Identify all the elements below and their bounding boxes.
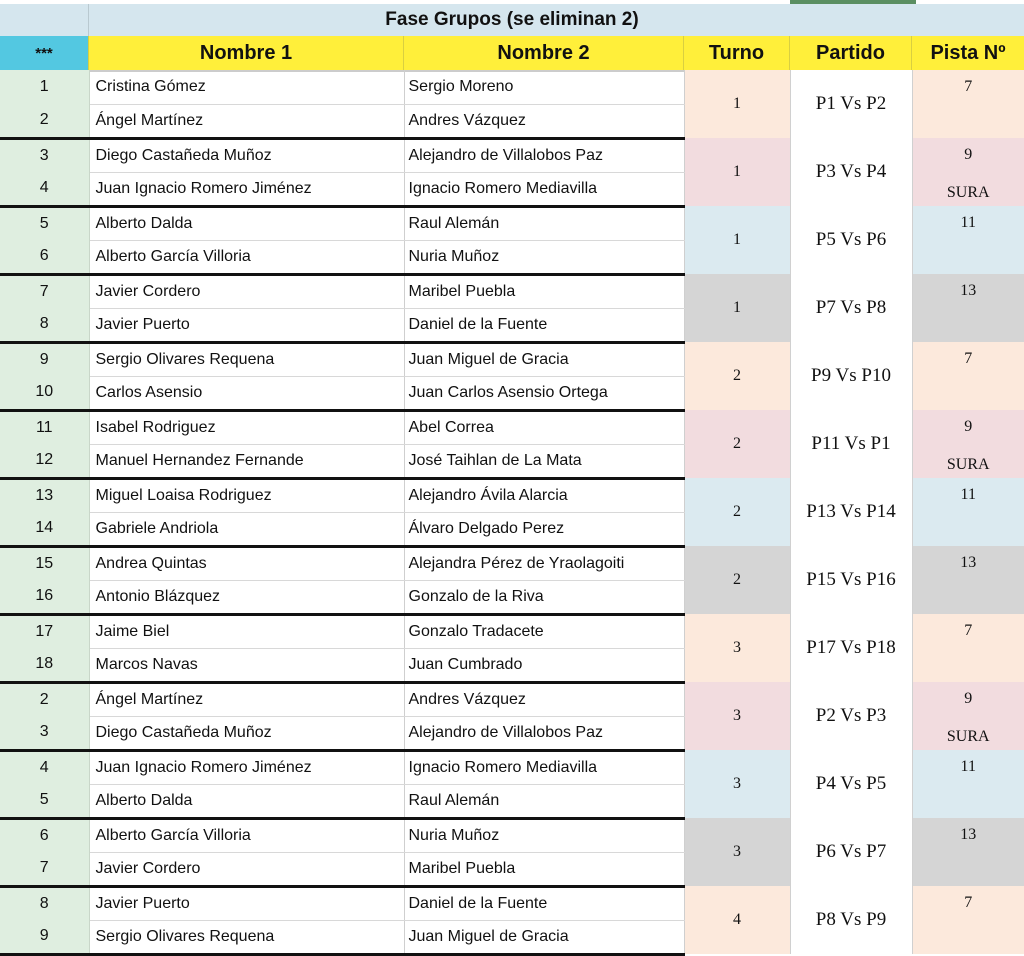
- player-number-cell[interactable]: 15: [0, 546, 89, 580]
- name2-cell[interactable]: Juan Miguel de Gracia: [404, 342, 684, 376]
- court-note: SURA: [913, 184, 1024, 202]
- table-row: [0, 546, 1024, 580]
- court-number: 7: [913, 350, 1024, 368]
- player-number-cell[interactable]: 6: [0, 818, 89, 852]
- turn-cell[interactable]: 3: [684, 750, 790, 818]
- table-row: [0, 410, 1024, 444]
- turn-cell[interactable]: 3: [684, 682, 790, 750]
- player-number-cell[interactable]: 17: [0, 614, 89, 648]
- match-cell[interactable]: P5 Vs P6: [790, 206, 912, 274]
- name2-cell[interactable]: Juan Carlos Asensio Ortega: [404, 376, 684, 410]
- name1-cell[interactable]: Manuel Hernandez Fernande: [89, 444, 404, 478]
- court-cell[interactable]: [912, 750, 1024, 818]
- court-cell[interactable]: [912, 546, 1024, 614]
- match-cell[interactable]: P9 Vs P10: [790, 342, 912, 410]
- name2-cell[interactable]: Andres Vázquez: [404, 104, 684, 138]
- name1-cell[interactable]: Javier Cordero: [89, 852, 404, 886]
- court-number: 7: [913, 78, 1024, 96]
- name1-cell[interactable]: Juan Ignacio Romero Jiménez: [89, 172, 404, 206]
- court-number: 13: [913, 554, 1024, 572]
- match-cell[interactable]: P6 Vs P7: [790, 818, 912, 886]
- player-number-cell[interactable]: 8: [0, 886, 89, 920]
- turn-cell[interactable]: 1: [684, 70, 790, 138]
- court-number: 11: [913, 486, 1024, 504]
- name1-cell[interactable]: Javier Puerto: [89, 886, 404, 920]
- turn-cell[interactable]: 3: [684, 614, 790, 682]
- name2-cell[interactable]: José Taihlan de La Mata: [404, 444, 684, 478]
- match-cell[interactable]: P15 Vs P16: [790, 546, 912, 614]
- page-title: Fase Grupos (se eliminan 2): [385, 9, 638, 31]
- match-cell[interactable]: P1 Vs P2: [790, 70, 912, 138]
- table-row: [0, 70, 1024, 104]
- name1-cell[interactable]: Javier Puerto: [89, 308, 404, 342]
- header-row: [0, 36, 1024, 72]
- name1-cell[interactable]: Antonio Blázquez: [89, 580, 404, 614]
- turn-cell[interactable]: 2: [684, 546, 790, 614]
- table-row: [0, 342, 1024, 376]
- court-cell[interactable]: [912, 206, 1024, 274]
- player-number-cell[interactable]: 2: [0, 104, 89, 138]
- header-name2[interactable]: Nombre 2: [404, 36, 684, 70]
- name2-cell[interactable]: Sergio Moreno: [404, 70, 684, 104]
- player-number-cell[interactable]: 2: [0, 682, 89, 716]
- table-row: [0, 886, 1024, 920]
- name1-cell[interactable]: Alberto Dalda: [89, 784, 404, 818]
- name1-cell[interactable]: Marcos Navas: [89, 648, 404, 682]
- court-cell[interactable]: [912, 138, 1024, 206]
- name2-cell[interactable]: Alejandro de Villalobos Paz: [404, 716, 684, 750]
- turn-cell[interactable]: 1: [684, 206, 790, 274]
- name1-cell[interactable]: Diego Castañeda Muñoz: [89, 716, 404, 750]
- court-cell[interactable]: [912, 274, 1024, 342]
- groups-table: [0, 70, 1024, 956]
- name1-cell[interactable]: Gabriele Andriola: [89, 512, 404, 546]
- turn-cell[interactable]: 4: [684, 886, 790, 954]
- name2-cell[interactable]: Juan Cumbrado: [404, 648, 684, 682]
- table-row: [0, 818, 1024, 852]
- match-cell[interactable]: P17 Vs P18: [790, 614, 912, 682]
- court-number: 7: [913, 894, 1024, 912]
- name2-cell[interactable]: Nuria Muñoz: [404, 818, 684, 852]
- turn-cell[interactable]: 3: [684, 818, 790, 886]
- name2-cell[interactable]: Daniel de la Fuente: [404, 886, 684, 920]
- court-cell[interactable]: [912, 70, 1024, 138]
- name1-cell[interactable]: Miguel Loaisa Rodriguez: [89, 478, 404, 512]
- player-number-cell[interactable]: 6: [0, 240, 89, 274]
- match-cell[interactable]: P11 Vs P1: [790, 410, 912, 478]
- name2-cell[interactable]: Nuria Muñoz: [404, 240, 684, 274]
- court-note: SURA: [913, 456, 1024, 474]
- name2-cell[interactable]: Alejandro de Villalobos Paz: [404, 138, 684, 172]
- court-number: 9: [913, 418, 1024, 436]
- name1-cell[interactable]: Javier Cordero: [89, 274, 404, 308]
- name1-cell[interactable]: Carlos Asensio: [89, 376, 404, 410]
- name2-cell[interactable]: Andres Vázquez: [404, 682, 684, 716]
- table-row: [0, 682, 1024, 716]
- court-cell[interactable]: [912, 342, 1024, 410]
- court-cell[interactable]: [912, 410, 1024, 478]
- name2-cell[interactable]: Ignacio Romero Mediavilla: [404, 172, 684, 206]
- turn-cell[interactable]: 1: [684, 138, 790, 206]
- player-number-cell[interactable]: 3: [0, 716, 89, 750]
- player-number-cell[interactable]: 11: [0, 410, 89, 444]
- match-cell[interactable]: P4 Vs P5: [790, 750, 912, 818]
- name1-cell[interactable]: Alberto Dalda: [89, 206, 404, 240]
- header-name1[interactable]: Nombre 1: [89, 36, 404, 70]
- match-cell[interactable]: P13 Vs P14: [790, 478, 912, 546]
- court-cell[interactable]: [912, 818, 1024, 886]
- player-number-cell[interactable]: 18: [0, 648, 89, 682]
- name1-cell[interactable]: Isabel Rodriguez: [89, 410, 404, 444]
- name1-cell[interactable]: Andrea Quintas: [89, 546, 404, 580]
- name2-cell[interactable]: Raul Alemán: [404, 206, 684, 240]
- court-number: 11: [913, 214, 1024, 232]
- name1-cell[interactable]: Juan Ignacio Romero Jiménez: [89, 750, 404, 784]
- match-cell[interactable]: P8 Vs P9: [790, 886, 912, 954]
- groups-table-body: [0, 70, 1024, 954]
- name2-cell[interactable]: Raul Alemán: [404, 784, 684, 818]
- name1-cell[interactable]: Ángel Martínez: [89, 682, 404, 716]
- player-number-cell[interactable]: 3: [0, 138, 89, 172]
- turn-cell[interactable]: 2: [684, 478, 790, 546]
- header-num[interactable]: ***: [0, 36, 89, 70]
- court-number: 11: [913, 758, 1024, 776]
- court-cell[interactable]: [912, 886, 1024, 954]
- player-number-cell[interactable]: 4: [0, 750, 89, 784]
- match-cell[interactable]: P7 Vs P8: [790, 274, 912, 342]
- name2-cell[interactable]: Gonzalo de la Riva: [404, 580, 684, 614]
- player-number-cell[interactable]: 4: [0, 172, 89, 206]
- player-number-cell[interactable]: 12: [0, 444, 89, 478]
- name1-cell[interactable]: Sergio Olivares Requena: [89, 342, 404, 376]
- match-cell[interactable]: P3 Vs P4: [790, 138, 912, 206]
- court-note: SURA: [913, 728, 1024, 746]
- name1-cell[interactable]: Alberto García Villoria: [89, 240, 404, 274]
- player-number-cell[interactable]: 16: [0, 580, 89, 614]
- turn-cell[interactable]: 2: [684, 410, 790, 478]
- name2-cell[interactable]: Juan Miguel de Gracia: [404, 920, 684, 954]
- court-cell[interactable]: [912, 614, 1024, 682]
- court-number: 9: [913, 690, 1024, 708]
- name1-cell[interactable]: Alberto García Villoria: [89, 818, 404, 852]
- table-row: [0, 750, 1024, 784]
- header-court[interactable]: Pista Nº: [912, 36, 1024, 70]
- name1-cell[interactable]: Diego Castañeda Muñoz: [89, 138, 404, 172]
- title-row: [0, 4, 1024, 37]
- name2-cell[interactable]: Alejandra Pérez de Yraolagoiti: [404, 546, 684, 580]
- court-number: 9: [913, 146, 1024, 164]
- name2-cell[interactable]: Maribel Puebla: [404, 274, 684, 308]
- name2-cell[interactable]: Ignacio Romero Mediavilla: [404, 750, 684, 784]
- name1-cell[interactable]: Jaime Biel: [89, 614, 404, 648]
- player-number-cell[interactable]: 5: [0, 784, 89, 818]
- name1-cell[interactable]: Cristina Gómez: [89, 70, 404, 104]
- turn-cell[interactable]: 1: [684, 274, 790, 342]
- player-number-cell[interactable]: 7: [0, 274, 89, 308]
- name2-cell[interactable]: Alejandro Ávila Alarcia: [404, 478, 684, 512]
- name2-cell[interactable]: Álvaro Delgado Perez: [404, 512, 684, 546]
- court-number: 7: [913, 622, 1024, 640]
- court-number: 13: [913, 826, 1024, 844]
- player-number-cell[interactable]: 9: [0, 342, 89, 376]
- player-number-cell[interactable]: 10: [0, 376, 89, 410]
- player-number-cell[interactable]: 14: [0, 512, 89, 546]
- player-number-cell[interactable]: 1: [0, 70, 89, 104]
- player-number-cell[interactable]: 7: [0, 852, 89, 886]
- title-row-left-cell[interactable]: [0, 4, 89, 36]
- table-row: [0, 274, 1024, 308]
- name1-cell[interactable]: Sergio Olivares Requena: [89, 920, 404, 954]
- table-row: [0, 478, 1024, 512]
- match-cell[interactable]: P2 Vs P3: [790, 682, 912, 750]
- player-number-cell[interactable]: 8: [0, 308, 89, 342]
- court-number: 13: [913, 282, 1024, 300]
- player-number-cell[interactable]: 9: [0, 920, 89, 954]
- player-number-cell[interactable]: 5: [0, 206, 89, 240]
- turn-cell[interactable]: 2: [684, 342, 790, 410]
- name2-cell[interactable]: Maribel Puebla: [404, 852, 684, 886]
- name2-cell[interactable]: Daniel de la Fuente: [404, 308, 684, 342]
- table-row: [0, 138, 1024, 172]
- table-row: [0, 614, 1024, 648]
- court-cell[interactable]: [912, 682, 1024, 750]
- name1-cell[interactable]: Ángel Martínez: [89, 104, 404, 138]
- header-turn[interactable]: Turno: [684, 36, 790, 70]
- name2-cell[interactable]: Gonzalo Tradacete: [404, 614, 684, 648]
- name2-cell[interactable]: Abel Correa: [404, 410, 684, 444]
- court-cell[interactable]: [912, 478, 1024, 546]
- header-match[interactable]: Partido: [790, 36, 912, 70]
- table-row: [0, 206, 1024, 240]
- player-number-cell[interactable]: 13: [0, 478, 89, 512]
